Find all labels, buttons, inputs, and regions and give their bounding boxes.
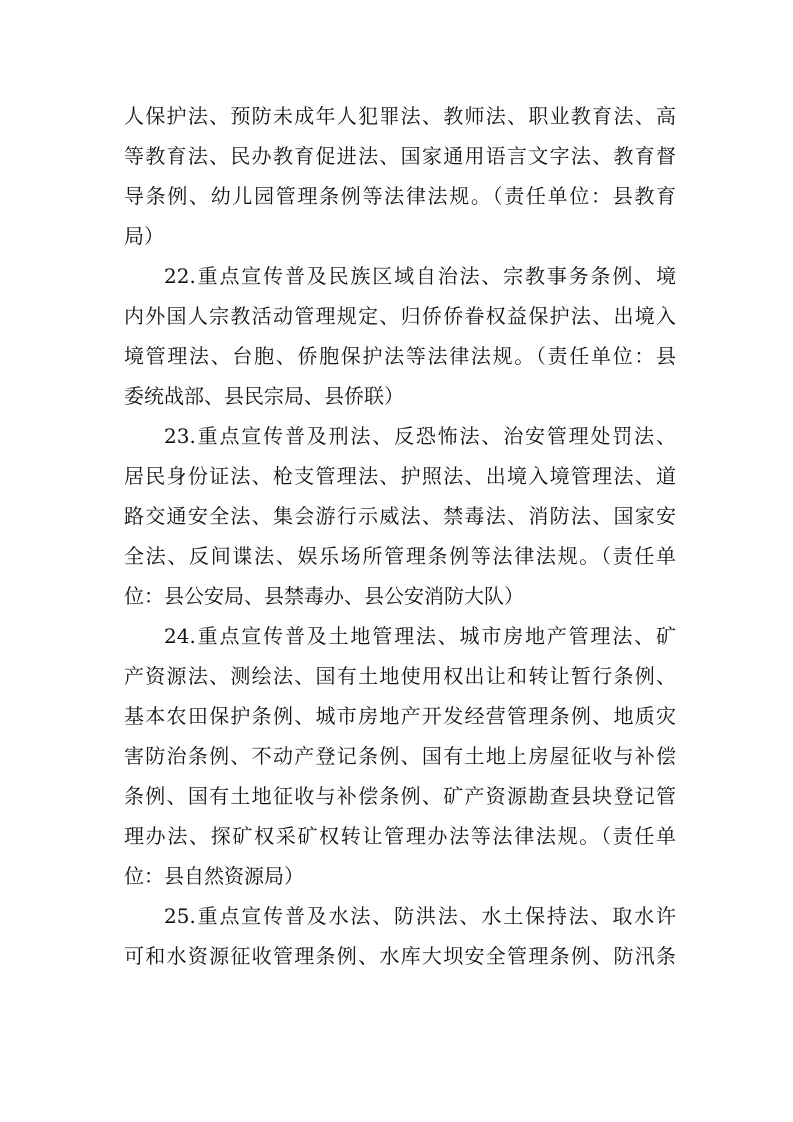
paragraph-22 xyxy=(124,256,676,416)
text-line: 产资源法、测绘法、国有土地使用权出让和转让暂行条例、 xyxy=(124,664,676,688)
text-line: 人保护法、预防未成年人犯罪法、教师法、职业教育法、高 xyxy=(124,104,676,128)
text-line: 委统战部、县民宗局、县侨联） xyxy=(124,384,404,408)
text-line: 24.重点宣传普及土地管理法、城市房地产管理法、矿 xyxy=(164,624,676,648)
text-line: 居民身份证法、枪支管理法、护照法、出境入境管理法、道 xyxy=(124,464,676,488)
document-body xyxy=(124,96,676,976)
text-line: 全法、反间谍法、娱乐场所管理条例等法律法规。（责任单 xyxy=(124,544,676,568)
text-line: 基本农田保护条例、城市房地产开发经营管理条例、地质灾 xyxy=(124,704,676,728)
text-line: 条例、国有土地征收与补偿条例、矿产资源勘查县块登记管 xyxy=(124,784,676,808)
text-line: 理办法、探矿权采矿权转让管理办法等法律法规。（责任单 xyxy=(124,824,676,848)
text-line: 位：县自然资源局） xyxy=(124,864,304,888)
text-line: 路交通安全法、集会游行示威法、禁毒法、消防法、国家安 xyxy=(124,504,676,528)
text-line: 22.重点宣传普及民族区域自治法、宗教事务条例、境 xyxy=(164,264,676,288)
paragraph-25 xyxy=(124,896,676,976)
paragraph-23 xyxy=(124,416,676,616)
text-line: 等教育法、民办教育促进法、国家通用语言文字法、教育督 xyxy=(124,144,676,168)
text-line: 可和水资源征收管理条例、水库大坝安全管理条例、防汛条 xyxy=(124,944,676,968)
text-line: 导条例、幼儿园管理条例等法律法规。（责任单位：县教育 xyxy=(124,184,676,208)
text-line: 局） xyxy=(124,224,164,248)
text-line: 内外国人宗教活动管理规定、归侨侨眷权益保护法、出境入 xyxy=(124,304,676,328)
paragraph-24 xyxy=(124,616,676,896)
paragraph-21-continued xyxy=(124,96,676,256)
text-line: 境管理法、台胞、侨胞保护法等法律法规。（责任单位：县 xyxy=(124,344,676,368)
text-line: 位：县公安局、县禁毒办、县公安消防大队） xyxy=(124,584,524,608)
text-line: 害防治条例、不动产登记条例、国有土地上房屋征收与补偿 xyxy=(124,744,676,768)
text-line: 25.重点宣传普及水法、防洪法、水土保持法、取水许 xyxy=(164,904,676,928)
text-line: 23.重点宣传普及刑法、反恐怖法、治安管理处罚法、 xyxy=(164,424,676,448)
